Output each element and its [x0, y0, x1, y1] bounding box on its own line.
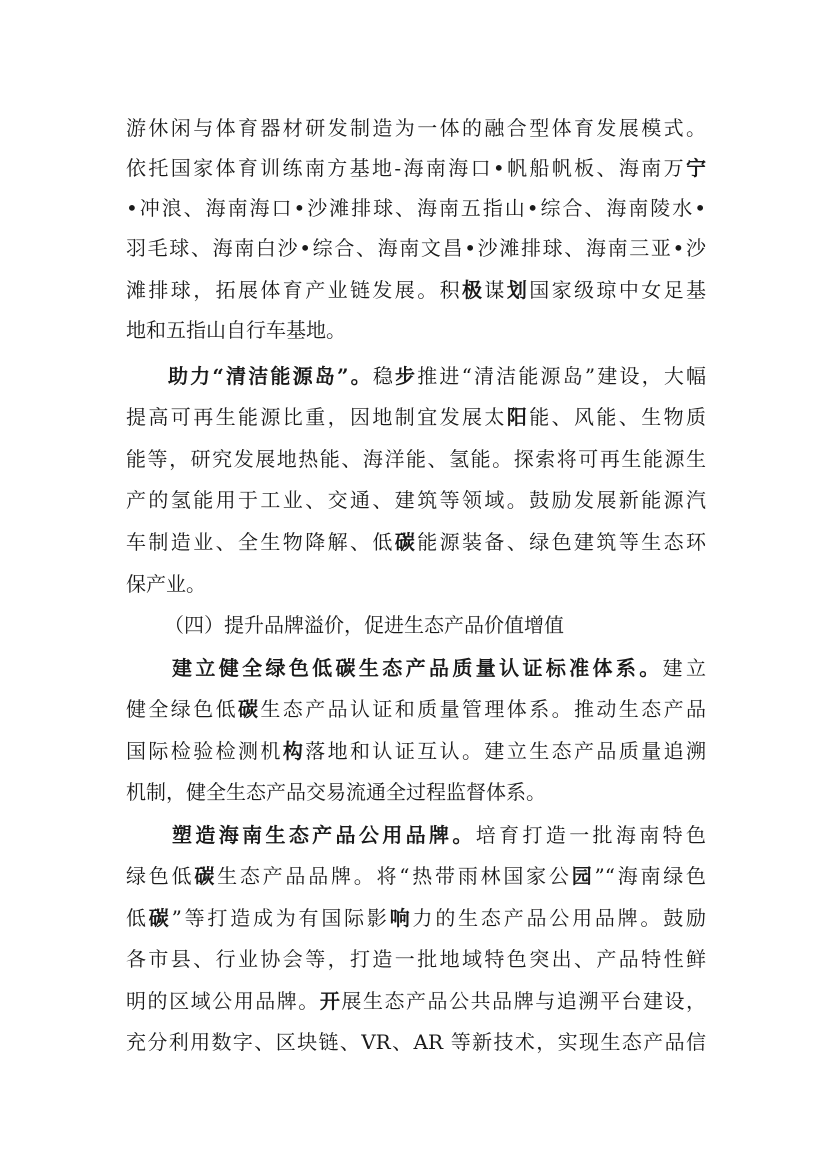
text-line — [126, 564, 706, 604]
text-line — [126, 898, 706, 938]
text-run: 保产业。 — [126, 572, 206, 596]
text-run: 能等，研究发展地热能、海洋能、氢能。探索将可再生能源生 — [126, 447, 706, 471]
text-line — [126, 772, 706, 812]
text-line — [126, 731, 706, 771]
section-heading-text: （四）提升品牌溢价，促进生态产品价值增值 — [164, 613, 564, 637]
text-run: 产的氢能用于工业、交通、建筑等领域。鼓励发展新能源汽 — [126, 488, 706, 512]
bold-lead-phrase: 塑造海南生态产品公用品牌。 — [172, 823, 476, 847]
text-run: 推进“清洁能源岛”建设，大幅 — [417, 364, 707, 388]
bold-text-run: 开 — [319, 989, 342, 1013]
text-line — [126, 480, 706, 520]
text-line — [126, 148, 706, 188]
paragraph-heading-line — [168, 356, 706, 396]
text-line — [126, 228, 706, 268]
text-run: 明的区域公用品牌。 — [126, 989, 320, 1013]
bold-text-run: 宁 — [686, 156, 706, 180]
bold-lead-phrase: 助力“清洁能源岛”。 — [168, 364, 373, 388]
paragraph-heading-line — [172, 648, 706, 688]
text-line — [126, 439, 706, 479]
bold-text-run: 响 — [389, 906, 413, 930]
text-run: 能源装备、绿色建筑等生态环 — [417, 530, 707, 554]
text-line — [126, 939, 706, 979]
bold-lead-phrase: 建立健全绿色低碳生态产品质量认证标准体系。 — [172, 656, 663, 680]
bold-text-run: 碳 — [394, 530, 418, 554]
text-run: ”等打造成为有国际影 — [171, 906, 390, 930]
text-run: 培育打造一批海南特色 — [475, 823, 707, 847]
paragraph-heading-line — [172, 815, 706, 855]
text-line — [126, 981, 706, 1021]
text-run: 建立 — [662, 656, 707, 680]
text-run: 健全绿色低 — [126, 697, 238, 721]
text-run: 稳 — [372, 364, 396, 388]
bold-text-run: 步 — [395, 364, 418, 388]
text-run: 羽毛球、海南白沙•综合、海南文昌•沙滩排球、海南三亚•沙 — [126, 236, 706, 260]
text-run: 游休闲与体育器材研发制造为一体的融合型体育发展模式。 — [126, 116, 706, 140]
text-run: 充分利用数字、区块链、VR、AR 等新技术，实现生态产品信 — [126, 1030, 706, 1054]
text-run: 车制造业、全生物降解、低 — [126, 530, 395, 554]
text-run: 滩排球，拓展体育产业链发展。积 — [126, 278, 462, 302]
text-line — [126, 856, 706, 896]
text-line — [126, 310, 706, 350]
text-run: 生态产品认证和质量管理体系。推动生态产品 — [260, 697, 707, 721]
text-run: 力的生态产品公用品牌。鼓励 — [412, 906, 707, 930]
text-run: 各市县、行业协会等，打造一批地域特色突出、产品特性鲜 — [126, 947, 706, 971]
bold-text-run: 碳 — [148, 906, 172, 930]
section-heading — [164, 605, 706, 645]
bold-text-run: 极 — [462, 278, 485, 302]
bold-text-run: 碳 — [194, 864, 218, 888]
text-run: 低 — [126, 906, 149, 930]
text-run: 依托国家体育训练南方基地-海南海口•帆船帆板、海南万 — [126, 156, 686, 180]
text-line — [126, 270, 706, 310]
text-run: 展生态产品公共品牌与追溯平台建设， — [341, 989, 707, 1013]
text-run: 生态产品品牌。将“热带雨林国家公 — [217, 864, 572, 888]
text-line — [126, 188, 706, 228]
text-line — [126, 1022, 706, 1062]
text-line — [126, 397, 706, 437]
bold-text-run: 划 — [506, 278, 530, 302]
text-run: 机制，健全生态产品交易流通全过程监督体系。 — [126, 780, 546, 804]
text-line — [126, 522, 706, 562]
text-line — [126, 689, 706, 729]
bold-text-run: 阳 — [506, 405, 530, 429]
text-run: 能、风能、生物质 — [529, 405, 707, 429]
text-run: 国家级琼中女足基 — [529, 278, 707, 302]
text-run: 落地和认证互认。建立生态产品质量追溯 — [305, 739, 707, 763]
text-run: ”“海南绿色 — [594, 864, 707, 888]
bold-text-run: 碳 — [238, 697, 261, 721]
bold-text-run: 构 — [282, 739, 306, 763]
text-run: 地和五指山自行车基地。 — [126, 318, 346, 342]
text-run: 谋 — [484, 278, 507, 302]
text-line — [126, 108, 706, 148]
text-run: 绿色低 — [126, 864, 195, 888]
text-run: •冲浪、海南海口•沙滩排球、海南五指山•综合、海南陵水• — [126, 196, 706, 220]
text-run: 国际检验检测机 — [126, 739, 283, 763]
bold-text-run: 园 — [571, 864, 595, 888]
text-run: 提高可再生能源比重，因地制宜发展太 — [126, 405, 507, 429]
